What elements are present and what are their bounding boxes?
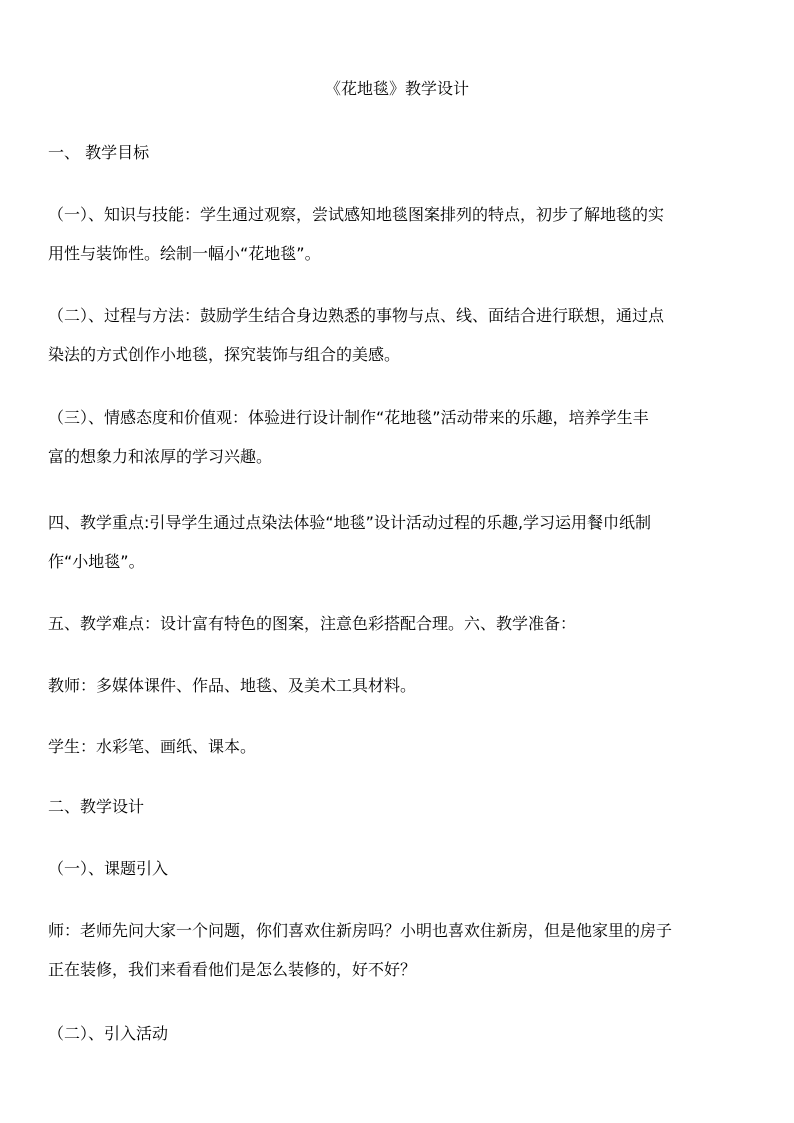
paragraph-line: （三）、情感态度和价值观：体验进行设计制作“花地毯”活动带来的乐趣，培养学生丰 [48,408,649,427]
paragraph-line: 四、教学重点:引导学生通过点染法体验“地毯”设计活动过程的乐趣,学习运用餐巾纸制 [48,513,652,532]
paragraph-teaching-focus [48,503,752,581]
paragraph-line: （一）、知识与技能：学生通过观察，尝试感知地毯图案排列的特点，初步了解地毯的实 [48,205,665,224]
paragraph-line: 富的想象力和浓厚的学习兴趣。 [48,447,273,466]
section-heading-intro [48,849,752,888]
paragraph-teacher-materials [48,666,752,705]
paragraph-line: 学生：水彩笔、画纸、课本。 [48,737,257,756]
paragraph-line: 作“小地毯”。 [48,552,145,571]
paragraph-line: 二、教学设计 [48,797,145,816]
paragraph-line: 五、教学难点：设计富有特色的图案，注意色彩搭配合理。六、教学准备： [48,614,577,633]
paragraph-process-method [48,296,752,374]
paragraph-line: 一、 教学目标 [48,143,150,162]
paragraph-teacher-dialogue [48,911,752,989]
paragraph-line: 染法的方式创作小地毯，探究装饰与组合的美感。 [48,345,401,364]
paragraph-line: 用性与装饰性。绘制一幅小“花地毯”。 [48,244,321,263]
paragraph-line: （一）、课题引入 [48,859,169,878]
paragraph-knowledge-skills [48,195,752,273]
document-title: 《花地毯》教学设计 [324,79,469,98]
paragraph-teaching-difficulty [48,604,752,643]
paragraph-emotion-values [48,398,752,476]
paragraph-line: 师：老师先问大家一个问题，你们喜欢住新房吗？小明也喜欢住新房，但是他家里的房子 [48,921,673,940]
section-heading-design [48,787,752,826]
paragraph-student-materials [48,727,752,766]
section-heading-activity [48,1014,752,1053]
section-heading-objectives [48,133,752,172]
paragraph-line: （二）、过程与方法：鼓励学生结合身边熟悉的事物与点、线、面结合进行联想，通过点 [48,306,665,325]
paragraph-line: （二）、引入活动 [48,1024,169,1043]
paragraph-line: 正在装修，我们来看看他们是怎么装修的，好不好？ [48,960,417,979]
paragraph-line: 教师：多媒体课件、作品、地毯、及美术工具材料。 [48,676,417,695]
